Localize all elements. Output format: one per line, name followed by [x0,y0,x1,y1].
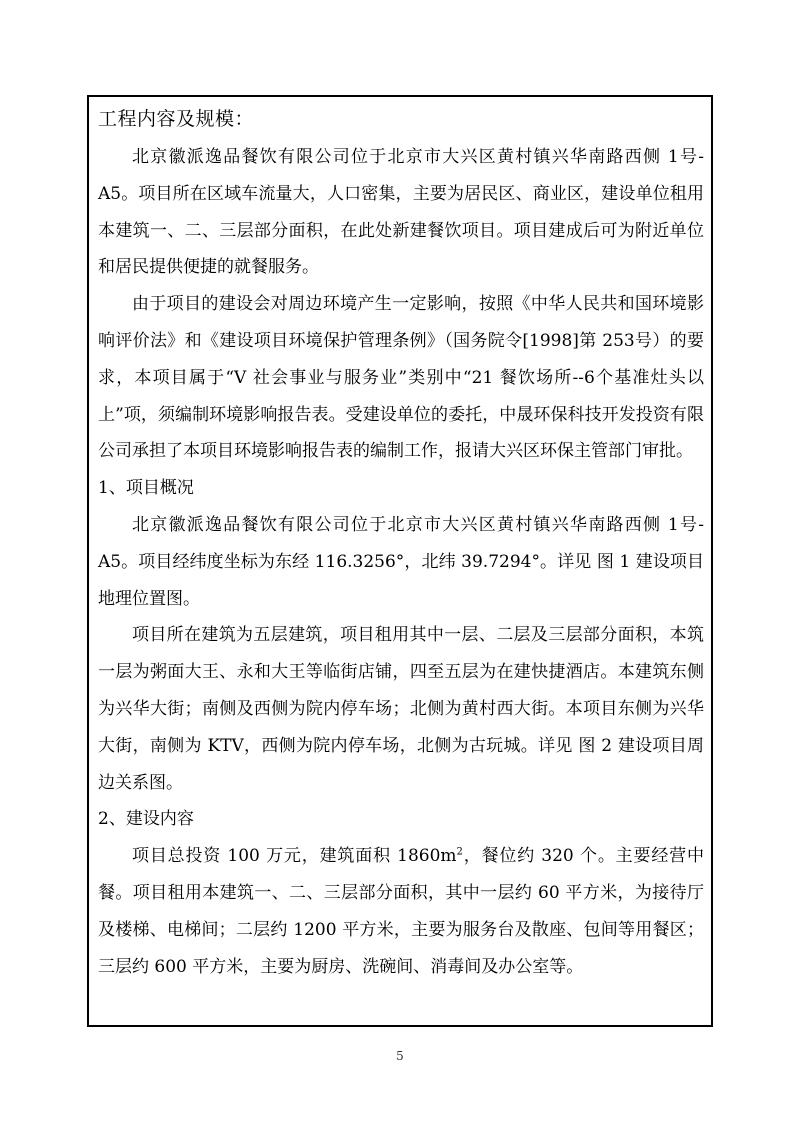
section1-paragraph-1: 北京徽派逸品餐饮有限公司位于北京市大兴区黄村镇兴华南路西侧 1号-A5。项目经纬度坐标为东经 116.3256°，北纬 39.7294°。详见 图 1 建设项目地理位置图。 [98,514,704,609]
document-body [98,99,704,985]
section1-heading: 1、项目概况 [98,478,194,499]
superscript-2: 2 [456,846,463,858]
section2-text-part1: 项目总投资 100 万元，建筑面积 1860m [132,846,457,867]
intro-paragraph-2: 由于项目的建设会对周边环境产生一定影响，按照《中华人民共和国环境影响评价法》和《建设项目环境保护管理条例》（国务院令[1998]第 253号）的要求，本项目属于“V 社会事业与服务业”类别中“21 餐饮场所--6个基准灶头以上”项，须编制环境影响报告表。受建设单位的委托，中晟环保科技开发投资有限公司承担了本项目环境影响报告表的编制工作，报请大兴区环保主管部门审批。 [98,294,704,462]
section-title: 工程内容及规模： [98,108,255,130]
section2-heading: 2、建设内容 [98,809,194,830]
intro-paragraph-1: 北京徽派逸品餐饮有限公司位于北京市大兴区黄村镇兴华南路西侧 1号-A5。项目所在区域车流量大，人口密集，主要为居民区、商业区，建设单位租用本建筑一、二、三层部分面积，在此处新建餐饮项目。项目建成后可为附近单位和居民提供便捷的就餐服务。 [98,147,704,278]
section2-paragraph [98,838,704,985]
section2-text-part2: ，餐位约 320 个。主要经营中餐。项目租用本建筑一、二、三层部分面积，其中一层约 60 平方米，为接待厅及楼梯、电梯间；二层约 1200 平方米，主要为服务台及散座、包间等用餐区；三层约 600 平方米，主要为厨房、洗碗间、消毒间及办公室等。 [98,846,704,977]
page-number: 5 [396,1049,404,1063]
section1-paragraph-2: 项目所在建筑为五层建筑，项目租用其中一层、二层及三层部分面积，本筑一层为粥面大王、永和大王等临街店铺，四至五层为在建快捷酒店。本建筑东侧为兴华大街；南侧及西侧为院内停车场；北侧为黄村西大街。本项目东侧为兴华大街，南侧为 KTV，西侧为院内停车场，北侧为古玩城。详见 图 2 建设项目周边关系图。 [98,625,704,793]
